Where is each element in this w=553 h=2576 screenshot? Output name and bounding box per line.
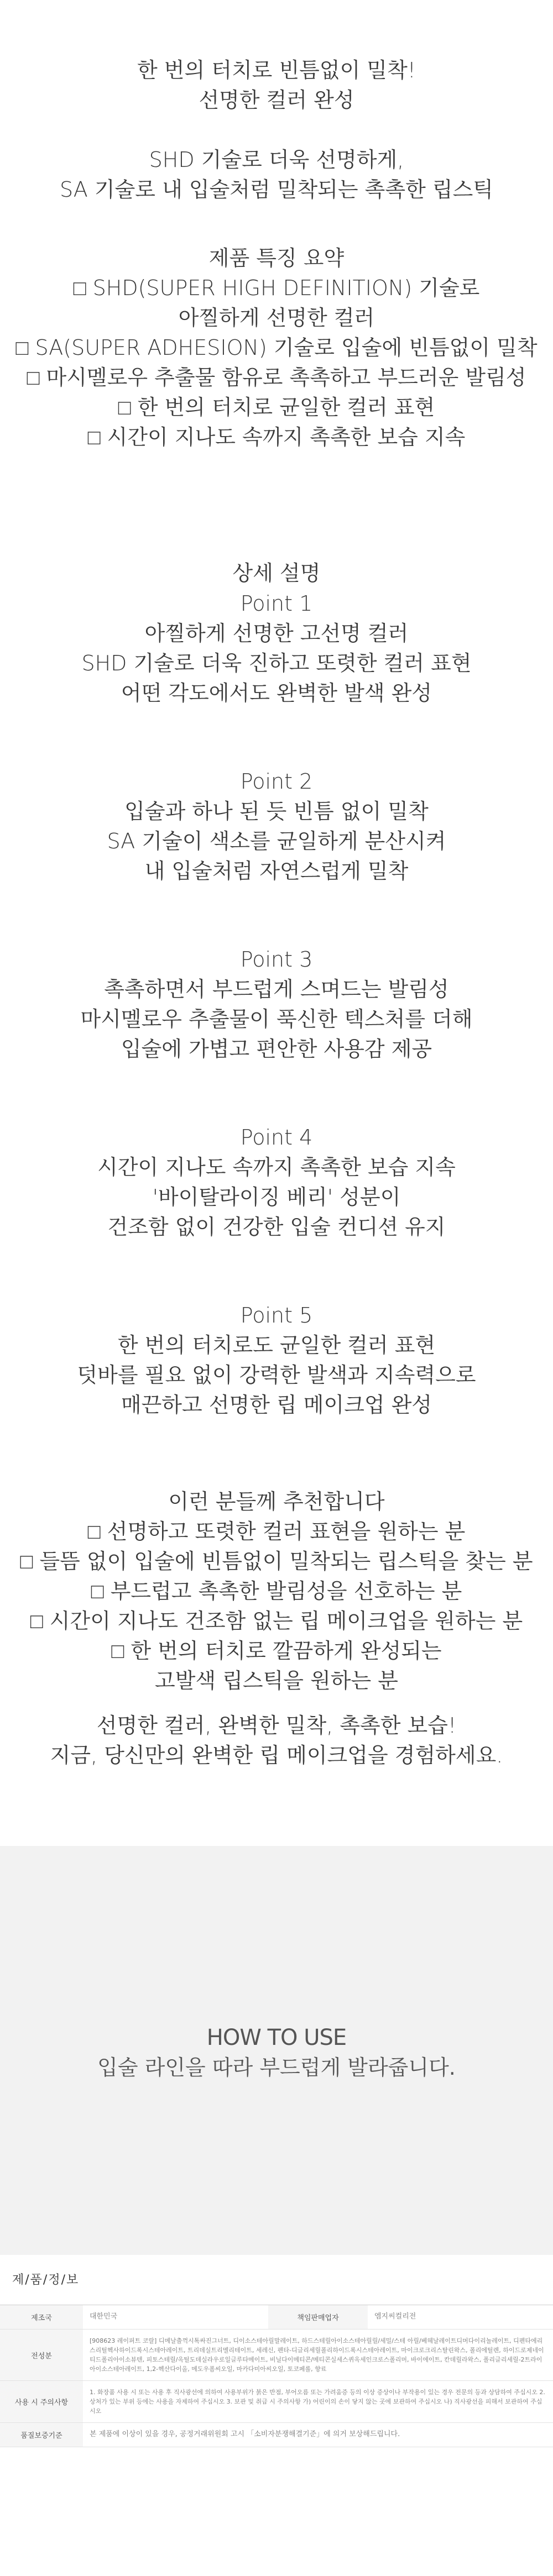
point-title: Point 1 <box>240 591 313 616</box>
intro-line: SA 기술로 내 입술처럼 밀착되는 촉촉한 립스틱 <box>59 177 494 202</box>
point-line: 입술에 가볍고 편안한 사용감 제공 <box>121 1037 432 1061</box>
table-row <box>0 2381 553 2423</box>
point-line: 건조함 없이 건강한 입술 컨디션 유지 <box>107 1215 446 1239</box>
intro-line: 선명한 컬러 완성 <box>199 88 354 112</box>
point-line: 촉촉하면서 부드럽게 스며드는 발림성 <box>104 977 449 1001</box>
point-line: 어떤 각도에서도 완벽한 발색 완성 <box>121 681 432 705</box>
point-title: Point 3 <box>240 947 313 972</box>
row-value: 본 제품에 이상이 있을 경우, 공정거래위원회 고시 「소비자분쟁해결기준」에 의거 보상해드립니다. <box>90 2430 400 2438</box>
point-block <box>0 1122 553 1242</box>
closing-line: 지금, 당신만의 완벽한 립 메이크업을 경험하세요. <box>50 1743 503 1767</box>
product-info-table <box>0 2305 553 2447</box>
point-line: SA 기술이 색소를 균일하게 분산시켜 <box>107 829 446 853</box>
intro-line: 한 번의 터치로 빈틈없이 밀착! <box>137 58 416 82</box>
recommend-item: 고발색 립스틱을 원하는 분 <box>154 1669 399 1693</box>
row-value: 1. 화장품 사용 시 또는 사용 후 직사광선에 의하여 사용부위가 붉은 반점, 부어오름 또는 가려움증 등의 이상 증상이나 부작용이 있는 경우 전문의 등과 상담하여 주십시오 2. 상처가 있는 부위 등에는 사용을 자제하여 주십시오 3. 보관 및 취급 시 주의사항 가) 어린이의 손이 닿지 않는 곳에 보관하여 주십시오 나) 직사광선을 피해서 보관하여 주십시오 <box>90 2389 545 2415</box>
point-line: 한 번의 터치로도 균일한 컬러 표현 <box>117 1333 436 1357</box>
point-line: 아찔하게 선명한 고선명 컬러 <box>144 621 409 646</box>
point-line: 시간이 지나도 속까지 촉촉한 보습 지속 <box>97 1155 456 1179</box>
row-label: 책임판매업자 <box>268 2305 368 2329</box>
recommend-item: □ 부드럽고 촉촉한 발림성을 선호하는 분 <box>91 1579 462 1603</box>
product-info-title: 제/품/정/보 <box>12 2273 80 2287</box>
row-label: 사용 시 주의사항 <box>0 2381 83 2422</box>
recommend-heading: 이런 분들께 추천합니다 <box>168 1489 385 1514</box>
details-heading: 상세 설명 <box>232 561 321 585</box>
row-label: 품질보증기준 <box>0 2423 83 2447</box>
row-value: 대한민국 <box>90 2312 118 2321</box>
intro-spacer <box>0 115 553 145</box>
table-row <box>0 2330 553 2381</box>
point-block <box>0 945 553 1064</box>
point-line: '바이탈라이징 베리' 성분이 <box>152 1185 401 1209</box>
recommend-item: □ 한 번의 터치로 깔끔하게 완성되는 <box>111 1639 442 1663</box>
closing-section <box>0 1711 553 1770</box>
summary-item: □ 마시멜로우 추출물 함유로 촉촉하고 부드러운 발림성 <box>27 365 526 390</box>
row-label: 제조국 <box>0 2305 83 2329</box>
table-row <box>0 2305 553 2330</box>
how-to-use-description: 입술 라인을 따라 부드럽게 발라줍니다. <box>97 2055 456 2080</box>
row-value: 엠지씨컬리전 <box>374 2312 416 2321</box>
point-line: 매끈하고 선명한 립 메이크업 완성 <box>121 1393 432 1417</box>
points-section <box>0 589 553 1478</box>
how-to-use-title: HOW TO USE <box>206 2025 347 2050</box>
point-title: Point 4 <box>240 1125 313 1150</box>
summary-item: □ SA(SUPER ADHESION) 기술로 입술에 빈틈없이 밀착 <box>15 335 538 360</box>
row-label: 전성분 <box>0 2330 83 2380</box>
recommend-item: □ 선명하고 또렷한 컬러 표현을 원하는 분 <box>87 1519 466 1544</box>
summary-heading: 제품 특징 요약 <box>208 246 345 270</box>
point-block <box>0 1300 553 1420</box>
summary-item: □ 한 번의 터치로 균일한 컬러 표현 <box>118 395 435 419</box>
intro-line: SHD 기술로 더욱 선명하게, <box>149 148 404 172</box>
point-line: 마시멜로우 추출물이 푹신한 텍스처를 더해 <box>80 1007 473 1031</box>
point-block <box>0 767 553 886</box>
point-title: Point 5 <box>240 1303 313 1328</box>
summary-item: □ 시간이 지나도 속까지 촉촉한 보습 지속 <box>87 425 466 449</box>
point-line: 덧바를 필요 없이 강력한 발색과 지속력으로 <box>77 1363 476 1387</box>
point-title: Point 2 <box>240 769 313 794</box>
table-row <box>0 2423 553 2447</box>
point-line: SHD 기술로 더욱 진하고 또렷한 컬러 표현 <box>81 651 472 675</box>
point-line: 입술과 하나 된 듯 빈틈 없이 밀착 <box>124 799 429 823</box>
summary-item: □ SHD(SUPER HIGH DEFINITION) 기술로 <box>73 276 480 300</box>
recommend-item: □ 시간이 지나도 건조함 없는 립 메이크업을 원하는 분 <box>30 1609 523 1633</box>
point-block <box>0 589 553 708</box>
intro-section <box>0 55 553 204</box>
summary-section <box>0 243 553 452</box>
how-to-use-panel <box>0 1846 553 2255</box>
product-info-section <box>0 2255 553 2576</box>
closing-line: 선명한 컬러, 완벽한 밀착, 촉촉한 보습! <box>96 1713 457 1738</box>
recommend-item: □ 들뜸 없이 입술에 빈틈없이 밀착되는 립스틱을 찾는 분 <box>20 1549 533 1573</box>
recommend-section <box>0 1487 553 1696</box>
point-line: 내 입술처럼 자연스럽게 밀착 <box>144 859 409 883</box>
summary-item: 아찔하게 선명한 컬러 <box>178 306 375 330</box>
row-value: [908623 레이퍼트 코랄] 디메날출꺽시톡싸진그너트, 디이소스테아릴말레이트, 하드스테릴아이소스테아릴릴/세밀/스테 아릴/베헤날레이트디머다이리놀레이트, 디펜타에리스리틸헥사하이드록시스테아레이트, 트리데실트리멜리테이트, 세레신, 펜타-디글리세릴폴리하이드록시스테아레이트, 마이크로크리스탈린왁스, 폴리에틸렌, 하이드로제네이티드폴리아이소뷰텐, 피토스테릴/옥틸도데실라우로일글루타메이트, 비닐다이메티콘/메티콘실세스퀴옥세인크로스폴리머, 바이에이트, 칸데릴라왁스, 폴리글리세릴-2트라이아이소스테아레이트, 1,2-헥산다이올, 메도우폼씨오일, 마카다미아씨오일, 토코페롤, 향료 <box>90 2337 544 2373</box>
